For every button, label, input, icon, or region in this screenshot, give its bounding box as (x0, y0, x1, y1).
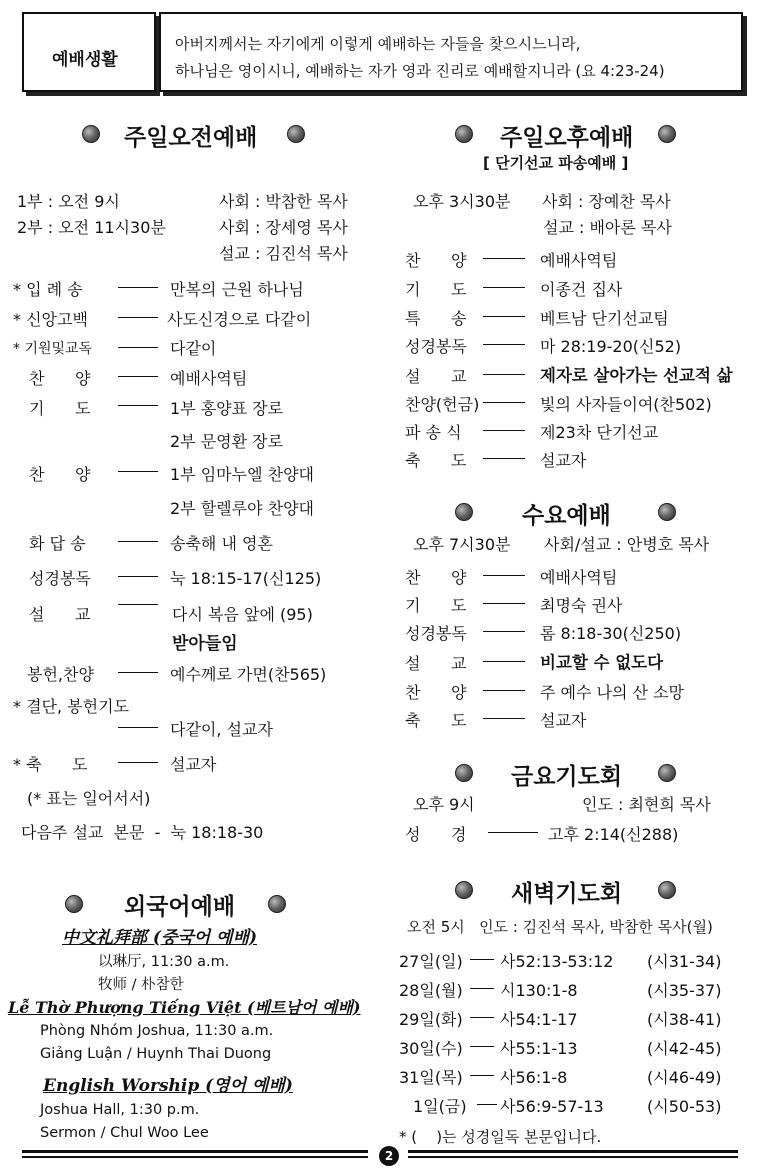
order-value: 베트남 단기선교팀 (540, 309, 669, 328)
dawn-day: 30일(수) (399, 1039, 463, 1058)
dawn-reading: 사56:1-8 (500, 1068, 568, 1087)
order-value: 제자로 살아가는 선교적 삶 (540, 366, 733, 385)
order-label: 찬양(헌금) (405, 395, 480, 414)
dawn-day: 28일(월) (399, 981, 463, 1000)
leader-line (483, 603, 525, 604)
bullet-icon (658, 125, 676, 143)
dawn-note: * ( )는 성경일독 본문입니다. (399, 1128, 602, 1146)
morning-s1-time: 1부 : 오전 9시 (17, 192, 120, 211)
morning-note: (* 표는 일어서서) (27, 789, 151, 808)
order-label: * 기원및교독 (13, 341, 93, 357)
leader-line (470, 988, 494, 989)
footer-rule-right (408, 1156, 738, 1158)
order-value: 설교자 (540, 711, 587, 730)
viet-line2: Giảng Luận / Huynh Thai Duong (40, 1046, 272, 1062)
leader-line (483, 316, 525, 317)
order-value: 설교자 (170, 755, 217, 774)
order-value: 2부 문영환 장로 (170, 432, 284, 451)
wednesday-leader: 사회/설교 : 안병호 목사 (544, 535, 710, 554)
leader-line (483, 631, 525, 632)
bullet-icon (65, 895, 83, 913)
order-value: 최명숙 권사 (540, 596, 623, 615)
dawn-reading: 사56:9-57-13 (500, 1097, 604, 1116)
leader-line (470, 959, 494, 960)
leader-line (483, 575, 525, 576)
footer-rule-left (22, 1156, 368, 1158)
leader-line (483, 690, 525, 691)
leader-line (483, 458, 525, 459)
leader-line (483, 402, 525, 403)
order-value: 눅 18:15-17(신125) (170, 569, 322, 588)
order-label: 설 교 (405, 654, 467, 673)
order-value: 예배사역팀 (540, 251, 618, 270)
bullet-icon (455, 503, 473, 521)
morning-s2-time: 2부 : 오전 11시30분 (17, 218, 166, 237)
dawn-psalm: (시31-34) (647, 952, 722, 971)
order-label: 축 도 (405, 711, 467, 730)
leader-line (483, 258, 525, 259)
bullet-icon (455, 764, 473, 782)
friday-scripture-label: 성 경 (405, 825, 467, 844)
dawn-psalm: (시46-49) (647, 1068, 722, 1087)
leader-line (118, 672, 158, 673)
order-label: 설 교 (405, 367, 467, 386)
order-label: 축 도 (405, 451, 467, 470)
bullet-icon (287, 125, 305, 143)
leader-line (470, 1075, 494, 1076)
order-value: 다시 복음 앞에 (95) (172, 605, 313, 624)
afternoon-leader: 사회 : 장예찬 목사 (542, 192, 671, 211)
order-label: * 신앙고백 (13, 310, 88, 329)
bullet-icon (455, 125, 473, 143)
dawn-reading: 시130:1-8 (500, 981, 578, 1000)
morning-s2-leader: 사회 : 장세영 목사 (219, 218, 348, 237)
order-label: 화 답 송 (29, 534, 86, 553)
order-value: 예수께로 가면(찬565) (170, 665, 327, 684)
friday-scripture-value: 고후 2:14(신288) (548, 825, 679, 844)
morning-s1-leader: 사회 : 박참한 목사 (219, 192, 348, 211)
order-value: 예배사역팀 (540, 568, 618, 587)
order-value: 주 예수 나의 산 소망 (540, 683, 684, 702)
leader-line (118, 317, 158, 318)
leader-line (477, 1104, 497, 1105)
wednesday-title: 수요예배 (522, 503, 611, 529)
viet-line1: Phòng Nhóm Joshua, 11:30 a.m. (40, 1023, 274, 1039)
morning-preacher: 설교 : 김진석 목사 (219, 244, 348, 263)
order-value: 롬 8:18-30(신250) (540, 624, 682, 643)
bullet-icon (268, 895, 286, 913)
leader-line (118, 727, 158, 728)
afternoon-title: 주일오후예배 (500, 125, 634, 151)
footer-rule-left (22, 1150, 368, 1153)
order-value: 마 28:19-20(신52) (540, 337, 682, 356)
order-label: 찬 양 (29, 465, 91, 484)
order-label: 성경봉독 (29, 569, 91, 588)
leader-line (118, 541, 158, 542)
leader-line (118, 471, 158, 472)
order-label: 찬 양 (405, 251, 467, 270)
leader-line (483, 344, 525, 345)
order-value: 만복의 근원 하나님 (170, 280, 304, 299)
leader-line (488, 832, 538, 833)
bullet-icon (658, 881, 676, 899)
dawn-reading: 사54:1-17 (500, 1010, 578, 1029)
wednesday-time: 오후 7시30분 (413, 535, 511, 554)
dawn-psalm: (시38-41) (647, 1010, 722, 1029)
order-label: 기 도 (405, 596, 467, 615)
header-verse-line1: 아버지께서는 자기에게 이렇게 예배하는 자들을 찾으시느니라, (175, 35, 581, 53)
english-line2: Sermon / Chul Woo Lee (40, 1125, 209, 1141)
leader-line (118, 576, 158, 577)
leader-line (118, 347, 158, 348)
leader-line (470, 1046, 494, 1047)
order-value: 다같이, 설교자 (170, 720, 273, 739)
foreign-title: 외국어예배 (124, 894, 236, 920)
chinese-title: 中文礼拜部 (중국어 예배) (62, 928, 258, 948)
chinese-line1: 以琳厅, 11:30 a.m. (98, 954, 230, 970)
leader-line (483, 718, 525, 719)
dawn-psalm: (시42-45) (647, 1039, 722, 1058)
order-value: 1부 홍양표 장로 (170, 399, 284, 418)
english-line1: Joshua Hall, 1:30 p.m. (40, 1102, 200, 1118)
order-label: * 축 도 (13, 755, 88, 774)
order-value: 빛의 사자들이여(찬502) (540, 395, 712, 414)
sermon-title: 받아들임 (172, 634, 238, 654)
leader-line (118, 762, 158, 763)
afternoon-subtitle: [ 단기선교 파송예배 ] (483, 154, 629, 172)
leader-line (118, 287, 158, 288)
footer-rule-right (408, 1150, 738, 1153)
leader-line (118, 405, 158, 406)
page-number: 2 (379, 1146, 399, 1166)
order-label: 찬 양 (405, 568, 467, 587)
dawn-day: 1일(금) (413, 1097, 467, 1116)
bullet-icon (658, 503, 676, 521)
bullet-icon (82, 125, 100, 143)
leader-line (483, 661, 525, 662)
dawn-day: 27일(일) (399, 952, 463, 971)
order-value: 설교자 (540, 451, 587, 470)
dawn-info: 오전 5시 인도 : 김진석 목사, 박참한 목사(월) (407, 918, 713, 936)
leader-line (483, 430, 525, 431)
leader-line (118, 376, 158, 377)
leader-line (470, 1017, 494, 1018)
order-label: * 결단, 봉헌기도 (13, 697, 129, 716)
order-value: 2부 할렐루야 찬양대 (170, 499, 314, 518)
order-label: * 입 례 송 (13, 280, 83, 299)
order-value: 송축해 내 영혼 (170, 534, 273, 553)
chinese-line2: 牧师 / 朴참한 (98, 977, 184, 993)
order-label: 기 도 (405, 280, 467, 299)
order-value: 이종건 집사 (540, 280, 623, 299)
order-label: 기 도 (29, 399, 91, 418)
dawn-reading: 사55:1-13 (500, 1039, 578, 1058)
dawn-day: 29일(화) (399, 1010, 463, 1029)
order-value: 1부 임마누엘 찬양대 (170, 465, 314, 484)
order-value: 예배사역팀 (170, 369, 248, 388)
order-label: 설 교 (29, 605, 91, 624)
order-label: 성경봉독 (405, 624, 467, 643)
bullet-icon (658, 764, 676, 782)
viet-title: Lễ Thờ Phượng Tiếng Việt (베트남어 예배) (8, 998, 361, 1017)
friday-title: 금요기도회 (511, 764, 623, 790)
order-value: 비교할 수 없도다 (540, 653, 664, 672)
order-label: 특 송 (405, 309, 467, 328)
order-label: 봉헌,찬양 (27, 665, 94, 684)
dawn-psalm: (시50-53) (647, 1097, 722, 1116)
afternoon-preacher: 설교 : 배아론 목사 (543, 218, 672, 237)
friday-time: 오후 9시 (413, 795, 475, 814)
morning-title: 주일오전예배 (124, 125, 258, 151)
leader-line (118, 604, 158, 605)
dawn-psalm: (시35-37) (647, 981, 722, 1000)
order-label: 파 송 식 (405, 423, 462, 442)
header-verse-line2: 하나님은 영이시니, 예배하는 자가 영과 진리로 예배할지니라 (요 4:23-24) (175, 62, 665, 80)
dawn-reading: 사52:13-53:12 (500, 952, 614, 971)
order-value: 다같이 (170, 339, 217, 358)
order-label: 찬 양 (405, 683, 467, 702)
header-label: 예배생활 (52, 50, 118, 70)
dawn-title: 새벽기도회 (511, 881, 623, 907)
morning-next-week: 다음주 설교 본문 - 눅 18:18-30 (21, 823, 264, 842)
friday-leader: 인도 : 최현희 목사 (582, 795, 711, 814)
afternoon-time: 오후 3시30분 (413, 192, 511, 211)
order-label: 성경봉독 (405, 337, 467, 356)
bullet-icon (455, 881, 473, 899)
leader-line (483, 287, 525, 288)
dawn-day: 31일(목) (399, 1068, 463, 1087)
order-label: 찬 양 (29, 369, 91, 388)
english-title: English Worship (영어 예배) (43, 1076, 293, 1096)
leader-line (483, 374, 525, 375)
order-value: 사도신경으로 다같이 (167, 310, 312, 329)
order-value: 제23차 단기선교 (540, 423, 659, 442)
